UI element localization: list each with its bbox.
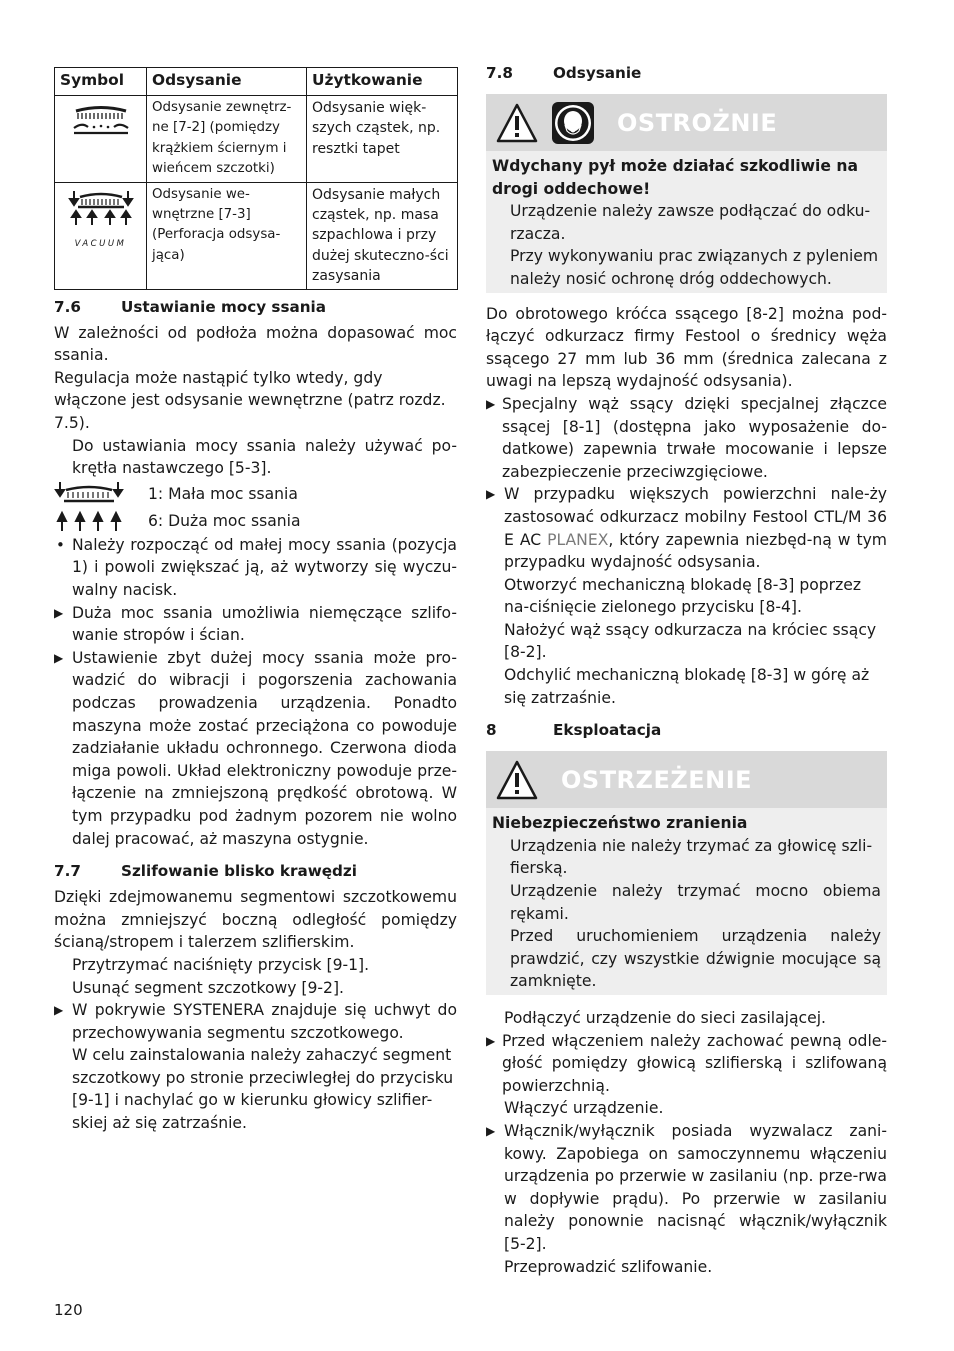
paragraph: Do ustawiania mocy ssania należy używać po-krętła nastawczego [5-3]. <box>72 436 457 478</box>
paragraph: Regulacja może nastąpić tylko wtedy, gdy włączone jest odsysanie wewnętrzne (patrz rozdz. 7.5). <box>54 368 446 433</box>
suction-symbol-table <box>54 67 458 290</box>
page-number: 120 <box>54 1301 83 1319</box>
paragraph: Otworzyć mechaniczną blokadę [8-3] poprzez na-ciśnięcie zielonego przycisku [8-4]. <box>504 575 862 617</box>
warning-headline: Niebezpieczeństwo zranienia <box>492 814 748 833</box>
suction-level-1: 1: Mała moc ssania <box>54 480 457 508</box>
list-item: ▶ Przed włączeniem należy zachować pewną odle-głość pomiędzy głowicą szlifierską i szlifowaną powierzchnią. <box>486 1031 887 1095</box>
paragraph: Usunąć segment szczotkowy [9-2]. <box>72 978 345 997</box>
planex-brand: PLANEX <box>547 530 609 549</box>
table-cell-suction: Odsysanie zewnętrz-ne [7-2] (pomiędzy krążkiem ściernym i wieńcem szczotki) <box>147 96 307 183</box>
vacuum-label: VACUUM <box>74 239 127 250</box>
table-header-usage: Użytkowanie <box>307 68 458 96</box>
list-item: ▶ W przypadku większych powierzchni nale-ży zastosować odkurzacz mobilny Festool CTL/M 36 E AC PLANEX, który zapewnia niezbęd-ną w tym przypadku wydajność odsysania. <box>486 485 887 572</box>
table-header-row <box>55 68 458 96</box>
paragraph: Przeprowadzić szlifowanie. <box>504 1257 713 1276</box>
external-suction-icon <box>55 96 147 183</box>
warning-triangle-icon <box>495 102 539 144</box>
list-item: ▶ Włącznik/wyłącznik posiada wyzwalacz zani-kowy. Zapobiega on samoczynnemu włączeniu urządzenia po przerwie w zasilaniu (np. prze-rwa w dopływie prądu). Po przerwie w zasilaniu należy ponownie nacisnąć włącznik/wyłącznik [5-2]. <box>486 1121 887 1253</box>
table-header-suction: Odsysanie <box>147 68 307 96</box>
section-heading-7-6: 7.6 Ustawianie mocy ssania <box>54 297 327 316</box>
list-item: ▶ Duża moc ssania umożliwia niemęczące szlifo-wanie stropów i ścian. <box>54 603 457 645</box>
table-row <box>55 182 458 289</box>
respirator-mask-icon <box>551 101 595 145</box>
caution-title: OSTROŻNIE <box>617 108 778 137</box>
table-cell-suction: Odsysanie we-wnętrzne [7-3] (Perforacja odsysa-jąca) <box>147 182 307 289</box>
caution-text: Przy wykonywaniu prac związanych z pyleniem należy nosić ochronę dróg oddechowych. <box>510 247 879 288</box>
caution-body <box>486 151 887 293</box>
warning-header <box>486 751 887 808</box>
table-cell-usage: Odsysanie więk-szych cząstek, np. resztki tapet <box>307 96 458 183</box>
caution-header <box>486 94 887 151</box>
suction-arrows-icon <box>54 509 124 533</box>
internal-suction-vacuum-icon <box>55 182 147 289</box>
paragraph: Włączyć urządzenie. <box>504 1099 664 1118</box>
warning-box <box>486 751 887 995</box>
list-item: ▶ Ustawienie zbyt dużej mocy ssania może pro-wadzić do wibracji i pogorszenia zachowania podczas prowadzenia urządzenia. Ponadto maszyna może zostać przeciążona co powoduje zadziałanie układu ochronnego. Czerwona dioda miga powoli. Układ elektroniczny powoduje prze-łączenie na zmniejszoną prędkość obrotową. W tym przypadku pod żadnym pozorem nie wolno dalej pracować, aż maszyna ostygnie. <box>54 648 457 848</box>
warning-title: OSTRZEŻENIE <box>561 765 753 794</box>
table-cell-usage: Odsysanie małych cząstek, np. masa szpachlowa i przy dużej skuteczno-ści zasysania <box>307 182 458 289</box>
paragraph: Podłączyć urządzenie do sieci zasilającej. <box>504 1009 827 1027</box>
warning-text: Urządzenie należy trzymać mocno obiema rękami. <box>510 882 881 923</box>
suction-level-6: 6: Duża moc ssania <box>54 508 457 534</box>
paragraph: Do obrotowego króćca ssącego [8-2] można pod-łączyć odkurzacz firmy Festool o średnicy węża ssącego 27 mm lub 36 mm (średnica zalecana z uwagi na lepszą wydajność odsysania). <box>486 304 887 391</box>
section-heading-8: 8 Eksploatacja <box>486 721 662 740</box>
warning-text: Przed uruchomieniem urządzenia należy prawdzić, czy wszystkie dźwignie mocujące są zamknięte. <box>510 927 881 991</box>
paragraph: Odchylić mechaniczną blokadę [8-3] w górę aż się zatrzaśnie. <box>504 666 870 707</box>
warning-body <box>486 808 887 995</box>
paragraph: Dzięki zdejmowanemu segmentowi szczotkowemu można zmniejszyć boczną odległość pomiędzy ścianą/stropem i talerzem szlifierskim. <box>54 888 457 952</box>
caution-box <box>486 94 887 293</box>
paragraph: W zależności od podłoża można dopasować moc ssania. <box>54 323 457 365</box>
caution-headline: Wdychany pył może działać szkodliwie na drogi oddechowe! <box>492 157 859 198</box>
list-item: ▶ Specjalny wąż ssący dzięki specjalnej złączce ssącej [8-1] (dostępna jako wyposażenie do-datkowe) zapewnia trwałe mocowanie i lepsze zabezpieczenie przeciwzgięciowe. <box>486 394 887 481</box>
paragraph: Nałożyć wąż ssący odkurzacza na króciec ssący [8-2]. <box>504 620 877 662</box>
warning-triangle-icon <box>495 759 539 801</box>
suction-level-icon <box>54 480 124 508</box>
caution-text: Urządzenie należy zawsze podłączać do odku-rzacza. <box>510 202 871 243</box>
table-header-symbol: Symbol <box>55 68 147 96</box>
section-heading-7-8: 7.8 Odsysanie <box>486 64 642 82</box>
table-row <box>55 96 458 183</box>
left-column <box>54 62 457 1135</box>
section-heading-7-7: 7.7 Szlifowanie blisko krawędzi <box>54 862 357 881</box>
paragraph: W celu zainstalowania należy zahaczyć segment szczotkowy po stronie przeciwległej do przycisku [9-1] i nachylać go w kierunku głowicy szlifier-skiej aż się zatrzaśnie. <box>72 1046 454 1133</box>
right-column <box>486 62 887 1278</box>
warning-text: Urządzenia nie należy trzymać za głowicę szli-fierską. <box>510 836 873 878</box>
list-item: • Należy rozpocząć od małej mocy ssania (pozycja 1) i powoli zwiększać ją, aż wytworzy się wyczu-walny nacisk. <box>56 535 457 599</box>
paragraph: Przytrzymać naciśnięty przycisk [9-1]. <box>72 955 370 974</box>
list-item: ▶ W pokrywie SYSTENERA znajduje się uchwyt do przechowywania segmentu szczotkowego. <box>54 1001 457 1042</box>
